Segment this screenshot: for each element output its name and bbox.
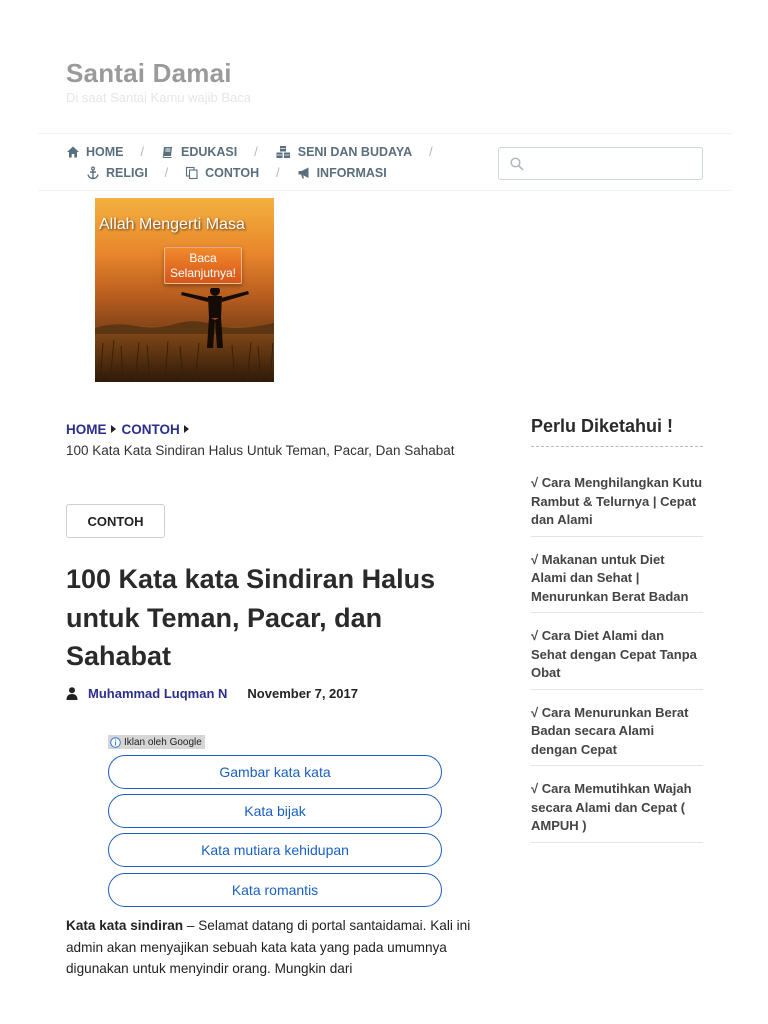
bullhorn-icon	[297, 166, 311, 180]
sidebar-link[interactable]: √ Cara Menghilangkan Kutu Rambut & Telurnya | Cepat dan Alami	[531, 468, 703, 537]
breadcrumb-home-link[interactable]: HOME	[66, 422, 107, 437]
banner-button-line-2: Selanjutnya!	[169, 266, 237, 280]
cubes-icon	[275, 145, 292, 159]
nav-label-seni-dan-budaya: SENI DAN BUDAYA	[297, 145, 413, 159]
sidebar-link[interactable]: √ Cara Diet Alami dan Sehat dengan Cepat Tanpa Obat	[531, 613, 703, 690]
ad-link-button[interactable]: Gambar kata kata	[108, 755, 442, 789]
nav-item-seni-dan-budaya[interactable]	[275, 145, 412, 159]
category-button[interactable]: CONTOH	[66, 504, 165, 538]
sidebar-link[interactable]: √ Cara Menurunkan Berat Badan secara Alami dengan Cepat	[531, 690, 703, 767]
ad-label[interactable]	[108, 735, 205, 749]
sidebar-link[interactable]: √ Makanan untuk Diet Alami dan Sehat | Menurunkan Berat Badan	[531, 537, 703, 614]
nav-separator: /	[254, 145, 258, 159]
breadcrumb-current: 100 Kata Kata Sindiran Halus Untuk Teman, Pacar, Dan Sahabat	[66, 443, 455, 458]
post-date: November 7, 2017	[247, 686, 358, 701]
nav-item-home[interactable]	[66, 145, 124, 159]
site-tagline: Di saat Santai Kamu wajib Baca	[66, 90, 251, 105]
nav-separator: /	[140, 145, 144, 159]
copy-icon	[185, 166, 199, 180]
ad-label-text: Iklan oleh Google	[124, 736, 202, 748]
nav-separator: /	[276, 166, 280, 180]
post-body-keyword: Kata kata sindiran	[66, 918, 184, 933]
promo-banner[interactable]	[95, 198, 274, 382]
user-icon	[66, 687, 78, 700]
nav-label-religi: RELIGI	[106, 166, 148, 180]
nav-item-contoh[interactable]	[185, 166, 259, 180]
sidebar-list	[531, 468, 703, 843]
nav-separator: /	[164, 166, 169, 180]
ad-link-button[interactable]: Kata mutiara kehidupan	[108, 833, 442, 867]
nav-label-home: HOME	[86, 145, 124, 159]
sidebar-divider	[531, 446, 703, 447]
sidebar-title: Perlu Diketahui !	[531, 416, 674, 436]
home-icon	[66, 145, 80, 159]
anchor-icon	[86, 166, 100, 180]
ad-link-button[interactable]: Kata romantis	[108, 873, 442, 907]
breadcrumb-category-link[interactable]: CONTOH	[121, 422, 180, 437]
search-box[interactable]	[498, 147, 703, 180]
search-input[interactable]	[531, 152, 696, 176]
nav-row-2	[86, 166, 387, 180]
info-icon	[110, 737, 121, 748]
nav-row-1	[66, 145, 450, 159]
sidebar-link[interactable]: √ Cara Memutihkan Wajah secara Alami dan Cepat ( AMPUH )	[531, 766, 703, 843]
book-icon	[161, 145, 175, 159]
author-link[interactable]: Muhammad Luqman N	[88, 686, 228, 701]
post-body-text: – Selamat datang di portal santaidamai. Kali ini admin akan menyajikan sebuah kata kata yang pada umumnya digunakan untuk menyindir orang. Mungkin dari	[66, 918, 471, 976]
nav-label-contoh: CONTOH	[205, 166, 260, 180]
nav-label-edukasi: EDUKASI	[180, 145, 238, 159]
post-title: 100 Kata kata Sindiran Halus untuk Teman, Pacar, dan Sahabat	[66, 564, 436, 671]
post-body	[66, 915, 476, 980]
nav-separator: /	[429, 145, 433, 159]
search-icon[interactable]	[509, 156, 525, 172]
nav-item-edukasi[interactable]	[161, 145, 237, 159]
banner-button-line-1: Baca	[189, 251, 217, 265]
ad-link-button[interactable]: Kata bijak	[108, 794, 442, 828]
caret-right-icon	[184, 425, 189, 433]
breadcrumb	[66, 419, 466, 461]
banner-silhouette-image	[95, 288, 274, 382]
caret-right-icon	[111, 425, 116, 433]
nav-label-informasi: INFORMASI	[316, 166, 387, 180]
banner-read-more-button[interactable]	[164, 247, 242, 284]
main-navigation	[38, 133, 732, 191]
post-meta	[66, 686, 358, 701]
nav-item-religi[interactable]	[86, 166, 148, 180]
banner-title: Allah Mengerti Masa	[99, 216, 245, 233]
nav-item-informasi[interactable]	[297, 166, 387, 180]
site-title[interactable]: Santai Damai	[66, 58, 232, 88]
